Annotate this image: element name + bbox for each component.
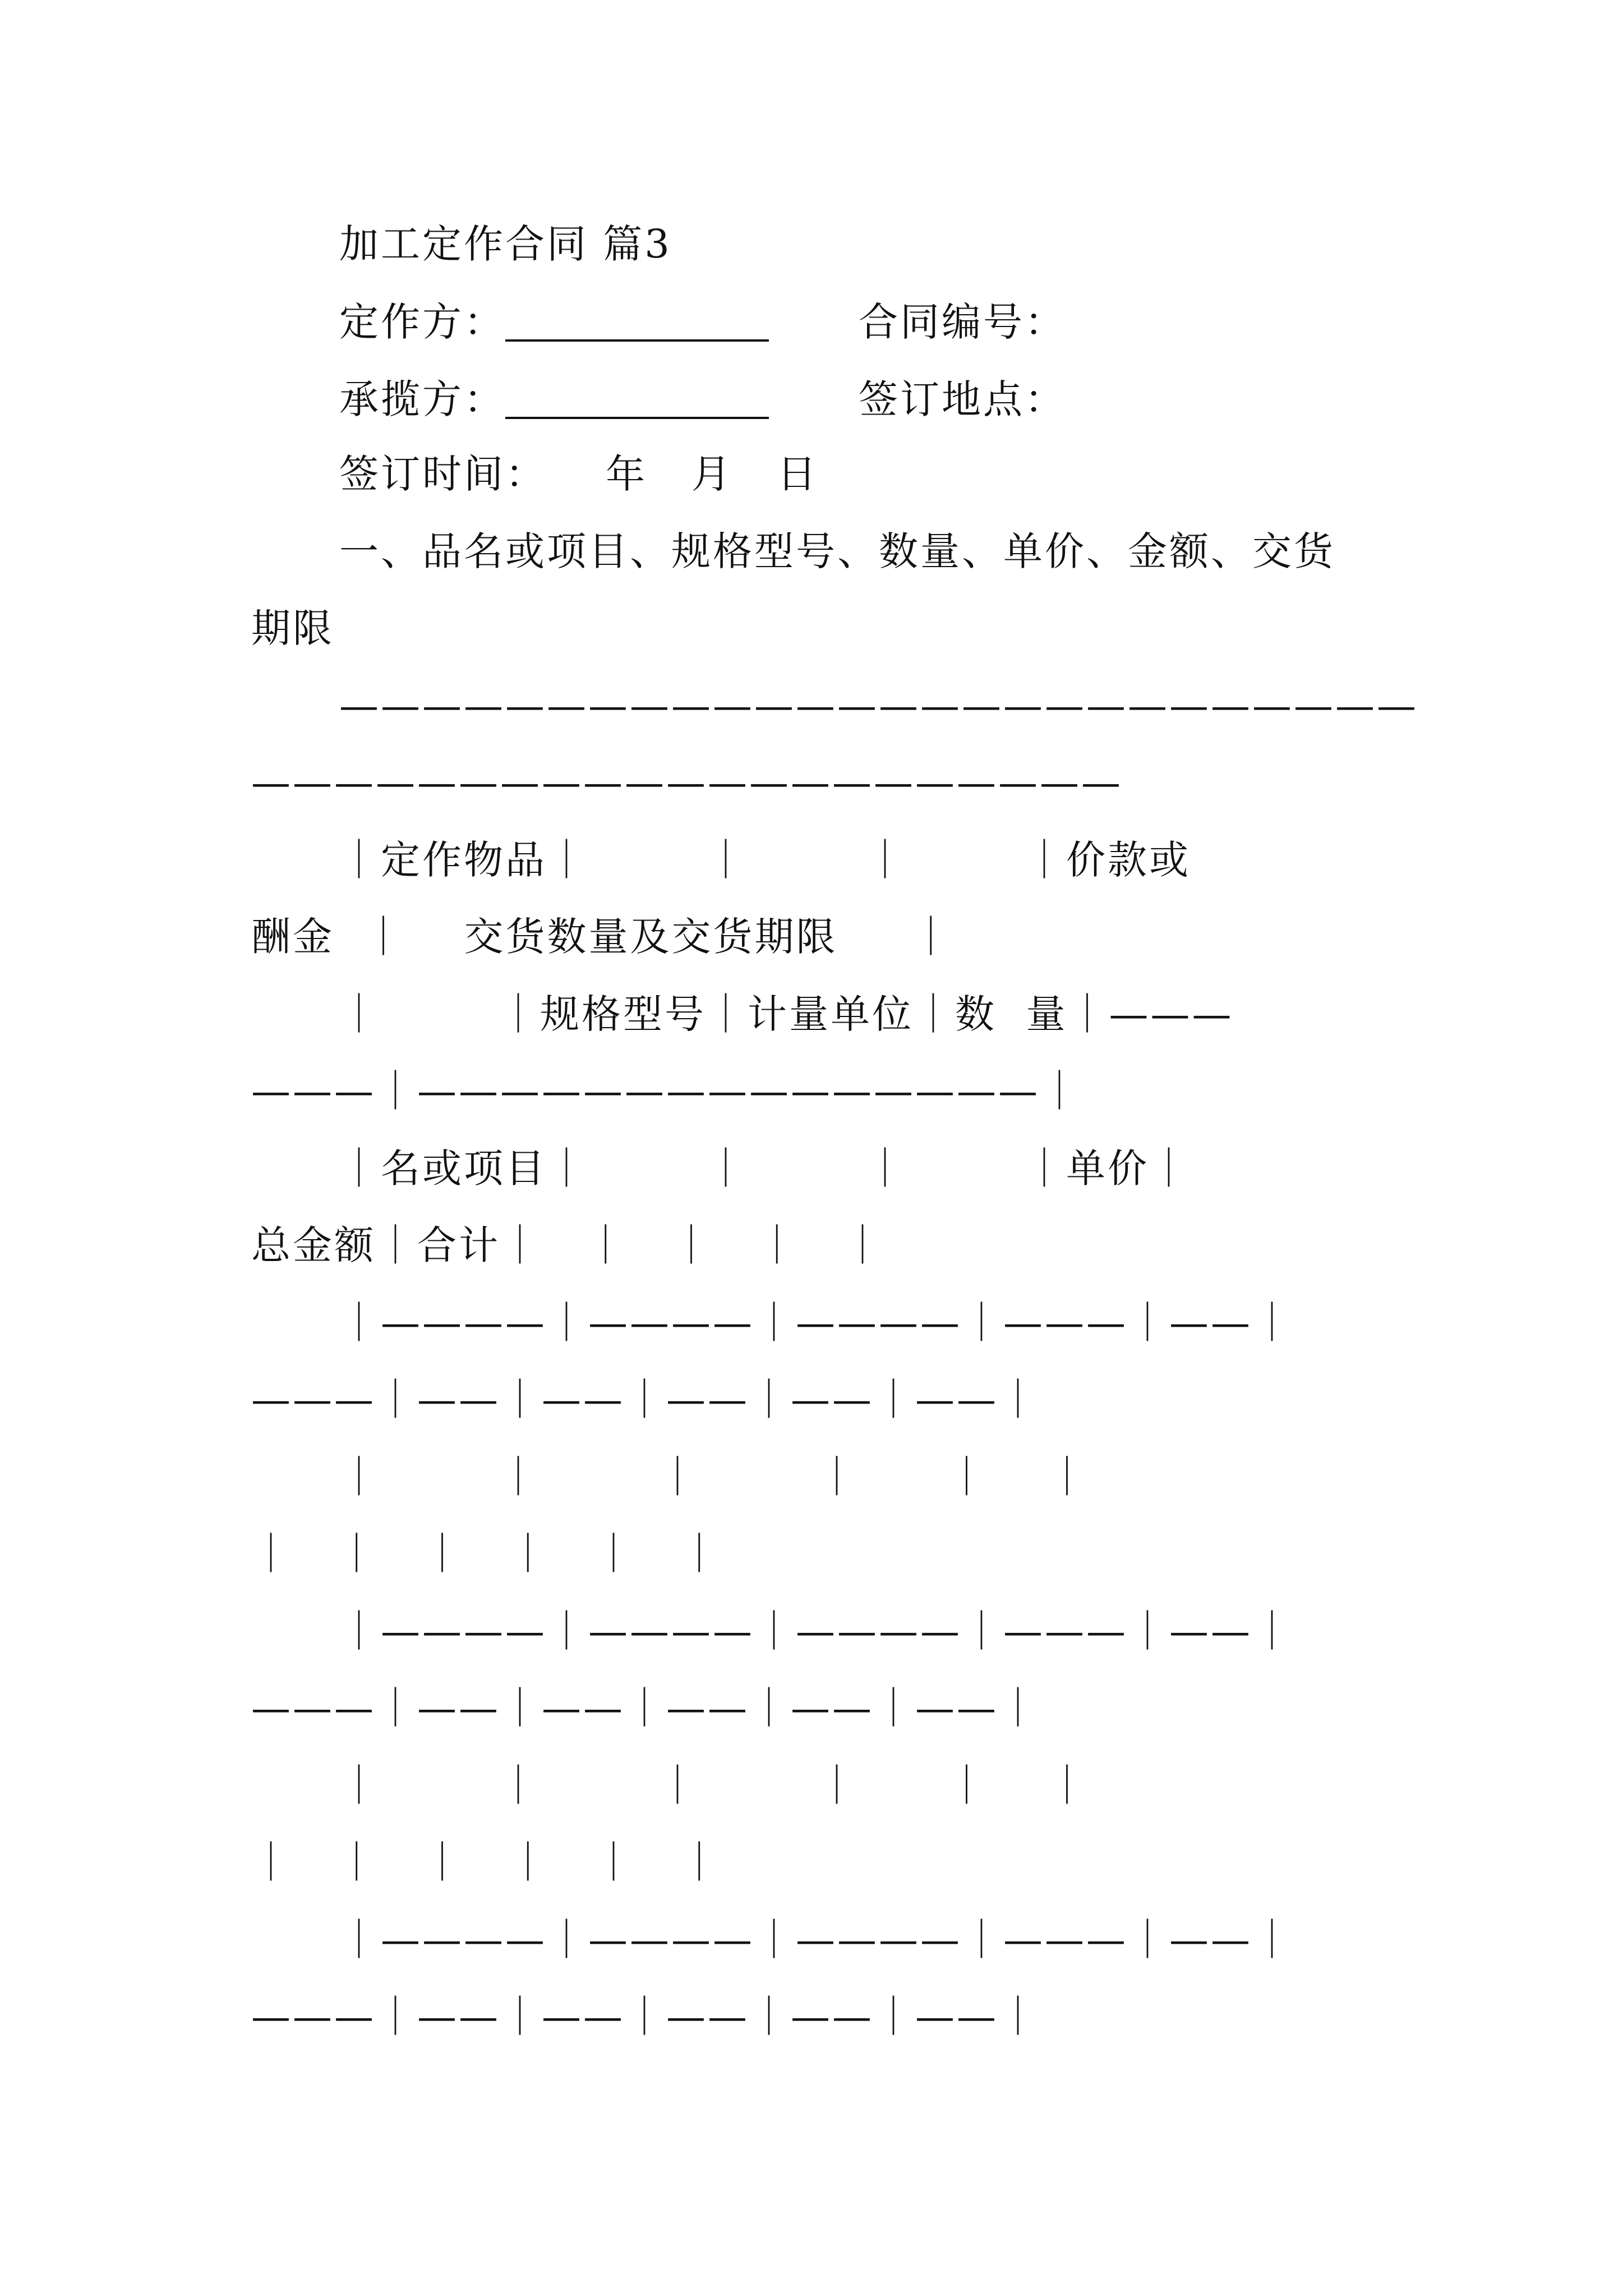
document-title: 加工定作合同 篇3	[339, 221, 672, 267]
rule-line-1: ——————————————————————————	[339, 683, 1418, 729]
table-line-13: ｜ ｜ ｜ ｜ ｜ ｜	[339, 1763, 1089, 1809]
party-a-row	[339, 299, 1066, 345]
table-line-15: ｜————｜————｜————｜———｜——｜	[339, 1917, 1294, 1963]
table-line-2: 酬金 ｜ 交货数量及交货期限 ｜	[251, 914, 953, 960]
section1-line1: 一、品名或项目、规格型号、数量、单价、金额、交货	[339, 528, 1335, 574]
table-line-6: 总金额｜合计｜ ｜ ｜ ｜ ｜	[251, 1222, 885, 1268]
table-line-7: ｜————｜————｜————｜———｜——｜	[339, 1300, 1294, 1346]
party-a-label: 定作方：	[339, 299, 505, 345]
section1-line2: 期限	[251, 605, 334, 651]
party-b-blank	[505, 378, 769, 419]
party-b-label: 承揽方：	[339, 376, 505, 422]
table-line-9: ｜ ｜ ｜ ｜ ｜ ｜	[339, 1454, 1089, 1500]
party-b-row	[339, 376, 1066, 422]
table-line-14: ｜ ｜ ｜ ｜ ｜ ｜	[251, 1839, 721, 1885]
rule-line-2: —————————————————————	[251, 760, 1123, 806]
contract-no-label: 合同编号：	[859, 299, 1066, 345]
table-line-10: ｜ ｜ ｜ ｜ ｜ ｜	[251, 1531, 721, 1577]
table-line-11: ｜————｜————｜————｜———｜——｜	[339, 1608, 1294, 1654]
table-line-16: ———｜——｜——｜——｜——｜——｜	[251, 1994, 1040, 2040]
table-line-4: ———｜———————————————｜	[251, 1068, 1081, 1114]
sign-time: 签订时间： 年 月 日	[339, 451, 819, 497]
table-line-5: ｜名或项目｜ ｜ ｜ ｜单价｜	[339, 1145, 1191, 1191]
table-line-12: ———｜——｜——｜——｜——｜——｜	[251, 1685, 1040, 1731]
sign-place-label: 签订地点：	[859, 376, 1066, 422]
table-line-1: ｜定作物品｜ ｜ ｜ ｜价款或	[339, 837, 1191, 883]
party-a-blank	[505, 300, 769, 342]
table-line-8: ———｜——｜——｜——｜——｜——｜	[251, 1377, 1040, 1423]
table-line-3: ｜ ｜规格型号｜计量单位｜数 量｜———	[339, 991, 1234, 1037]
